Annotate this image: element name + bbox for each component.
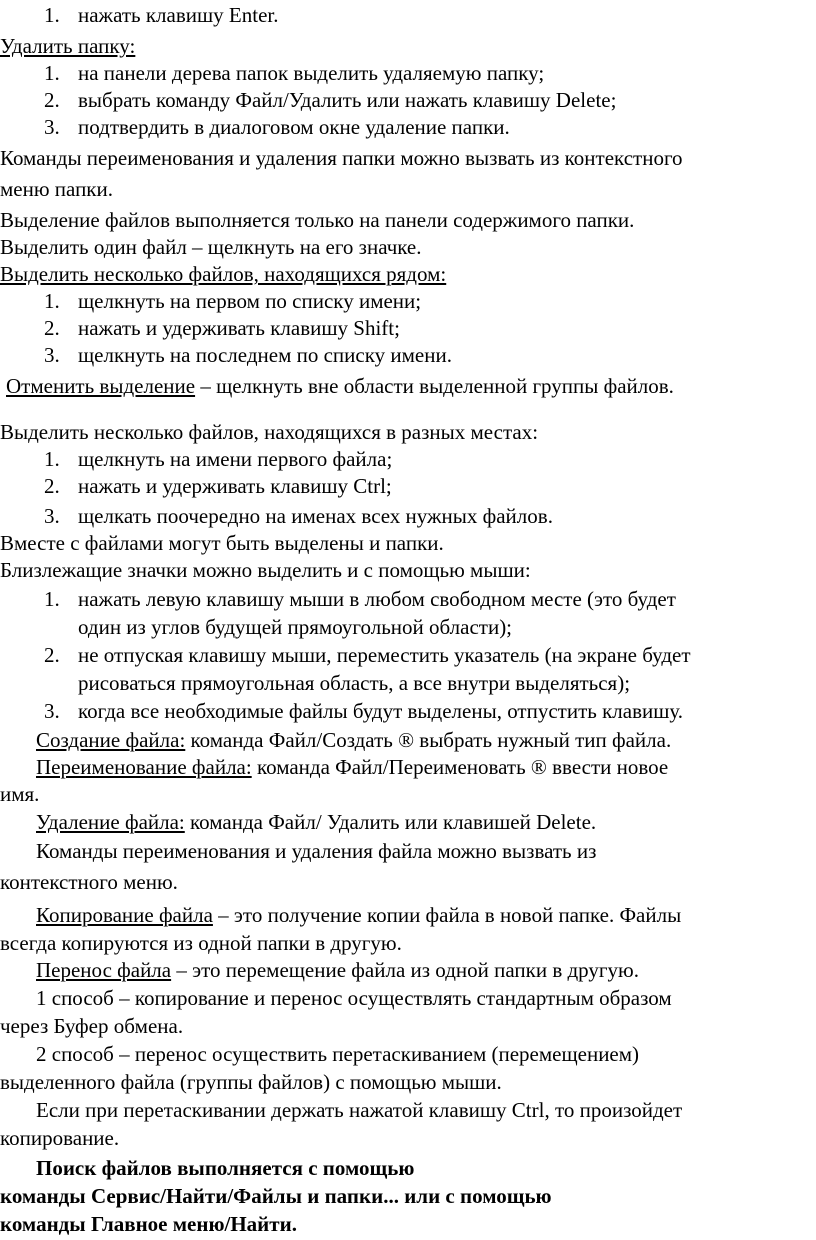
paragraph-line — [36, 754, 668, 780]
list-number: 3. — [44, 115, 60, 139]
paragraph-line: Команды переименования и удаления папки можно вызвать из контекстного — [0, 146, 683, 170]
list-item — [44, 2, 279, 28]
paragraph-line: копирование. — [0, 1126, 120, 1150]
paragraph-line: всегда копируются из одной папки в другую. — [0, 931, 402, 955]
list-item — [44, 114, 510, 140]
list-text: нажать и удерживать клавишу Shift; — [78, 316, 400, 340]
list-item — [44, 473, 392, 499]
list-item-continuation: рисоваться прямоугольная область, а все внутри выделяться); — [78, 671, 631, 695]
list-text: щелкнуть на последнем по списку имени. — [78, 343, 452, 367]
list-item — [44, 87, 616, 113]
term-definition: команда Файл/Создать ® выбрать нужный тип файла. — [185, 728, 672, 752]
search-note-line: команды Сервис/Найти/Файлы и папки... или с помощью — [0, 1184, 552, 1208]
list-number: 2. — [44, 474, 60, 498]
term-definition: – это получение копии файла в новой папке. Файлы — [212, 903, 682, 927]
list-number: 1. — [44, 447, 60, 471]
list-text: нажать клавишу Enter. — [78, 3, 279, 27]
term-cancel-selection: Отменить выделение — [6, 374, 196, 398]
paragraph-line: меню папки. — [0, 177, 113, 201]
list-number: 1. — [44, 587, 60, 611]
list-item — [44, 342, 452, 368]
list-number: 1. — [44, 3, 60, 27]
paragraph-line: 2 способ – перенос осуществить перетаскиванием (перемещением) — [36, 1042, 640, 1066]
search-note-line: команды Главное меню/Найти. — [0, 1212, 297, 1236]
paragraph-line: имя. — [0, 782, 40, 806]
term-definition: команда Файл/Переименовать ® ввести новое — [251, 755, 669, 779]
term-create-file: Создание файла: — [36, 728, 186, 752]
term-copy-file: Копирование файла — [36, 903, 213, 927]
list-text: нажать и удерживать клавишу Ctrl; — [78, 474, 392, 498]
paragraph-line: Выделить несколько файлов, находящихся в разных местах: — [0, 420, 539, 444]
term-definition: – щелкнуть вне области выделенной группы файлов. — [195, 374, 674, 398]
paragraph-line — [36, 902, 681, 928]
list-number: 3. — [44, 343, 60, 367]
term-move-file: Перенос файла — [36, 958, 172, 982]
section-heading-delete-folder: Удалить папку: — [0, 34, 136, 58]
term-definition: команда Файл/ Удалить или клавишей Delete. — [184, 810, 597, 834]
list-number: 2. — [44, 643, 60, 667]
list-text: щелкнуть на первом по списку имени; — [78, 289, 422, 313]
list-number: 1. — [44, 61, 60, 85]
list-item — [44, 586, 676, 612]
list-item — [44, 288, 421, 314]
list-text: подтвердить в диалоговом окне удаление папки. — [78, 115, 510, 139]
term-delete-file: Удаление файла: — [36, 810, 185, 834]
paragraph-line — [36, 727, 671, 753]
list-text: на панели дерева папок выделить удаляемую папку; — [78, 61, 545, 85]
list-text: не отпуская клавишу мыши, переместить указатель (на экране будет — [78, 643, 691, 667]
list-number: 2. — [44, 88, 60, 112]
list-item — [44, 315, 400, 341]
paragraph-line: 1 способ – копирование и перенос осуществлять стандартным образом — [36, 986, 672, 1010]
paragraph-line: Команды переименования и удаления файла можно вызвать из — [36, 839, 597, 863]
list-text: нажать левую клавишу мыши в любом свободном месте (это будет — [78, 587, 676, 611]
paragraph-line: Выделение файлов выполняется только на панели содержимого папки. — [0, 208, 635, 232]
paragraph-line: Близлежащие значки можно выделить и с помощью мыши: — [0, 558, 531, 582]
section-heading-select-adjacent: Выделить несколько файлов, находящихся рядом: — [0, 262, 447, 286]
paragraph-line — [36, 809, 596, 835]
paragraph-line: выделенного файла (группы файлов) с помощью мыши. — [0, 1070, 502, 1094]
list-text: выбрать команду Файл/Удалить или нажать клавишу Delete; — [78, 88, 617, 112]
list-number: 3. — [44, 699, 60, 723]
list-item — [44, 698, 683, 724]
paragraph-line: Если при перетаскивании держать нажатой клавишу Ctrl, то произойдет — [36, 1098, 683, 1122]
paragraph-line: Вместе с файлами могут быть выделены и папки. — [0, 531, 444, 555]
list-text: щелкать поочередно на именах всех нужных файлов. — [78, 504, 553, 528]
paragraph-line: Выделить один файл – щелкнуть на его значке. — [0, 235, 422, 259]
paragraph-line: через Буфер обмена. — [0, 1014, 184, 1038]
list-item — [44, 446, 392, 472]
list-number: 2. — [44, 316, 60, 340]
term-definition: – это перемещение файла из одной папки в другую. — [171, 958, 639, 982]
search-note-line: Поиск файлов выполняется с помощью — [36, 1156, 415, 1180]
list-item — [44, 503, 553, 529]
paragraph-line — [36, 957, 639, 983]
list-item — [44, 642, 691, 668]
term-rename-file: Переименование файла: — [36, 755, 252, 779]
list-number: 3. — [44, 504, 60, 528]
paragraph-line: контекстного меню. — [0, 870, 178, 894]
list-number: 1. — [44, 289, 60, 313]
list-item — [44, 60, 544, 86]
paragraph-line — [6, 373, 674, 399]
list-text: когда все необходимые файлы будут выделены, отпустить клавишу. — [78, 699, 684, 723]
list-item-continuation: один из углов будущей прямоугольной области); — [78, 615, 513, 639]
list-text: щелкнуть на имени первого файла; — [78, 447, 393, 471]
